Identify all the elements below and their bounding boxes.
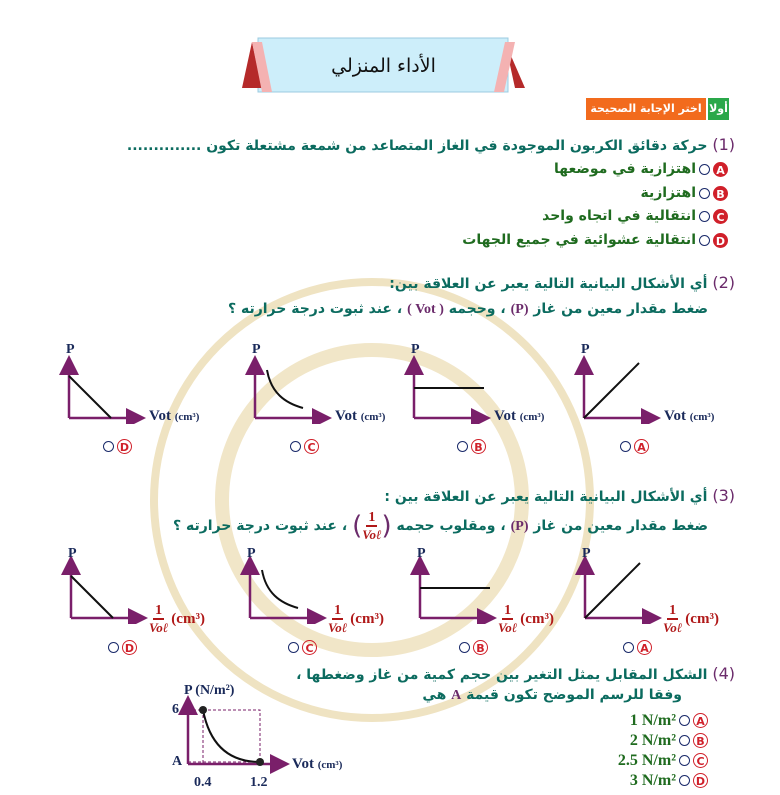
y-tick-a: A [172,754,183,769]
option-letter: B [693,733,708,748]
graph-curve [585,563,640,618]
x-unit: (cm³) [689,411,715,423]
radio-button[interactable] [108,642,119,653]
x-axis-label [328,603,384,635]
radio-button[interactable] [623,642,634,653]
graph-a [574,348,669,424]
x-axis-label [292,756,342,773]
y-axis-label: P [582,546,591,561]
graph-curve [71,576,113,618]
question-2-subtext [228,301,708,318]
text: هي [422,687,452,703]
x-axis-label [664,408,714,425]
text: ، عند ثبوت درجة حرارته ؟ [172,518,353,534]
option-letter: A [634,439,649,454]
volume-symbol: ( Vot ) [407,302,444,317]
x-unit: (cm³) [520,610,554,627]
graph-c [245,348,340,424]
y-axis-label: P [68,546,77,561]
option-letter: D [713,233,728,248]
graph-option-b[interactable] [456,637,488,656]
pressure-symbol: (P) [510,302,529,317]
x-unit: (cm³) [350,610,384,627]
denominator: Voℓ [362,527,382,542]
option-letter: C [693,753,708,768]
radio-button[interactable] [679,715,690,726]
numerator: 1 [368,510,376,525]
option-letter: B [473,640,488,655]
graph-option-a[interactable] [617,436,649,455]
option-letter: A [713,162,728,177]
question-number: (4) [712,664,735,683]
question-2 [389,273,735,292]
question-text: حركة دقائق الكربون الموجودة في الغاز المتصاعد من شمعة مشتعلة تكون .............. [126,138,708,154]
inverse-volume-fraction [362,510,381,542]
q4-option-c[interactable] [618,750,708,770]
option-text: 1 N/m² [629,712,676,729]
radio-button[interactable] [699,188,710,199]
numerator: 1 [669,603,677,618]
section-instruction-badge: اختر الإجابة الصحيحة [586,98,706,120]
text: ، وحجمه [443,301,511,317]
x-label: Vot [494,408,516,424]
graph-curve [69,376,111,418]
graph-option-c[interactable] [287,436,319,455]
q1-option-d[interactable] [462,232,728,248]
question-text: أي الأشكال البيانية التالية يعبر عن العلاقة بين: [389,276,708,292]
graph-option-d[interactable] [100,436,132,455]
point [256,758,264,766]
radio-button[interactable] [457,441,468,452]
y-axis-label: P (N/m²) [184,683,235,698]
y-axis-label: P [411,342,420,357]
graph-curve [262,570,298,608]
radio-button[interactable] [699,164,710,175]
radio-button[interactable] [290,441,301,452]
graph-curve [267,370,303,408]
text: وفقا للرسم الموضح تكون قيمة [461,687,682,703]
option-letter: D [117,439,132,454]
graph-option-a[interactable] [620,637,652,656]
question-4 [296,664,735,683]
denominator: Voℓ [328,620,348,635]
denominator: Voℓ [149,620,169,635]
option-text: اهتزازية في موضعها [554,161,696,177]
text: ، ومقلوب حجمه [391,518,511,534]
radio-button[interactable] [288,642,299,653]
question-3-subtext [173,510,708,543]
x-label: Vot [292,756,314,772]
option-letter: C [713,209,728,224]
q4-option-b[interactable] [630,730,708,750]
text: ضغط مقدار معين من غاز [528,301,708,317]
variable-a: A [451,688,462,703]
radio-button[interactable] [459,642,470,653]
guide-lines [188,710,260,764]
q4-option-d[interactable] [630,770,708,790]
question-text: أي الأشكال البيانية التالية يعبر عن العلاقة بين : [384,489,708,505]
option-letter: A [693,713,708,728]
option-letter: C [304,439,319,454]
radio-button[interactable] [679,755,690,766]
denominator: Voℓ [663,620,683,635]
x-axis-label [335,408,385,425]
x-unit: (cm³) [519,411,545,423]
y-axis-label: P [252,342,261,357]
option-letter: B [713,186,728,201]
question-number: (1) [712,135,735,154]
x-label: Vot [149,408,171,424]
page-title: الأداء المنزلي [331,55,436,77]
x-unit: (cm³) [171,610,205,627]
close-paren: ) [352,511,363,541]
y-axis-label: P [247,546,256,561]
x-axis-label [498,603,554,635]
x-unit: (cm³) [317,759,343,771]
y-axis-label: P [417,546,426,561]
graph-b [404,348,499,424]
numerator: 1 [334,603,342,618]
x-tick: 0.4 [194,775,212,790]
option-text: اهتزازية [640,185,696,201]
pressure-symbol: (P) [510,519,529,534]
option-letter: A [637,640,652,655]
option-letter: B [471,439,486,454]
denominator: Voℓ [498,620,518,635]
option-text: 2.5 N/m² [617,752,676,769]
open-paren: ( [381,511,392,541]
x-label: Vot [664,408,686,424]
option-letter: C [302,640,317,655]
x-unit: (cm³) [174,411,200,423]
question-1 [127,135,735,154]
y-axis-label: P [581,342,590,357]
question-3 [384,486,735,505]
text: ، عند ثبوت درجة حرارته ؟ [227,301,408,317]
q4-option-a[interactable] [630,710,708,730]
x-unit: (cm³) [685,610,719,627]
option-text: 3 N/m² [629,772,676,789]
question-4-line2 [422,687,682,704]
x-axis-label [494,408,544,425]
x-axis-label [663,603,719,635]
section-number-badge: أولا [708,98,729,120]
option-text: انتقالية في اتجاه واحد [542,208,696,224]
y-tick-6: 6 [172,702,179,717]
x-label: Vot [335,408,357,424]
graph-option-c[interactable] [285,637,317,656]
point [199,706,207,714]
option-text: 2 N/m² [629,732,676,749]
option-letter: D [122,640,137,655]
radio-button[interactable] [699,235,710,246]
radio-button[interactable] [679,735,690,746]
radio-button[interactable] [103,441,114,452]
x-unit: (cm³) [360,411,386,423]
option-text: انتقالية عشوائية في جميع الجهات [462,232,696,248]
radio-button[interactable] [679,775,690,786]
q1-option-b[interactable] [640,185,728,201]
graph-option-d[interactable] [105,637,137,656]
question-number: (2) [712,273,735,292]
graph-d [59,348,154,424]
graph-curve [584,363,639,418]
curve [203,710,260,762]
question-number: (3) [712,486,735,505]
radio-button[interactable] [699,211,710,222]
x-tick: 1.2 [250,775,268,790]
question-text: الشكل المقابل يمثل التغير بين حجم كمية من غاز وضغطها ، [296,667,708,683]
option-letter: D [693,773,708,788]
text: ضغط مقدار معين من غاز [528,518,708,534]
numerator: 1 [155,603,163,618]
numerator: 1 [504,603,512,618]
x-axis-label [149,408,199,425]
x-axis-label [149,603,205,635]
graph-option-b[interactable] [454,436,486,455]
radio-button[interactable] [620,441,631,452]
y-axis-label: P [66,342,75,357]
q1-option-c[interactable] [542,208,728,224]
q1-option-a[interactable] [554,161,728,177]
